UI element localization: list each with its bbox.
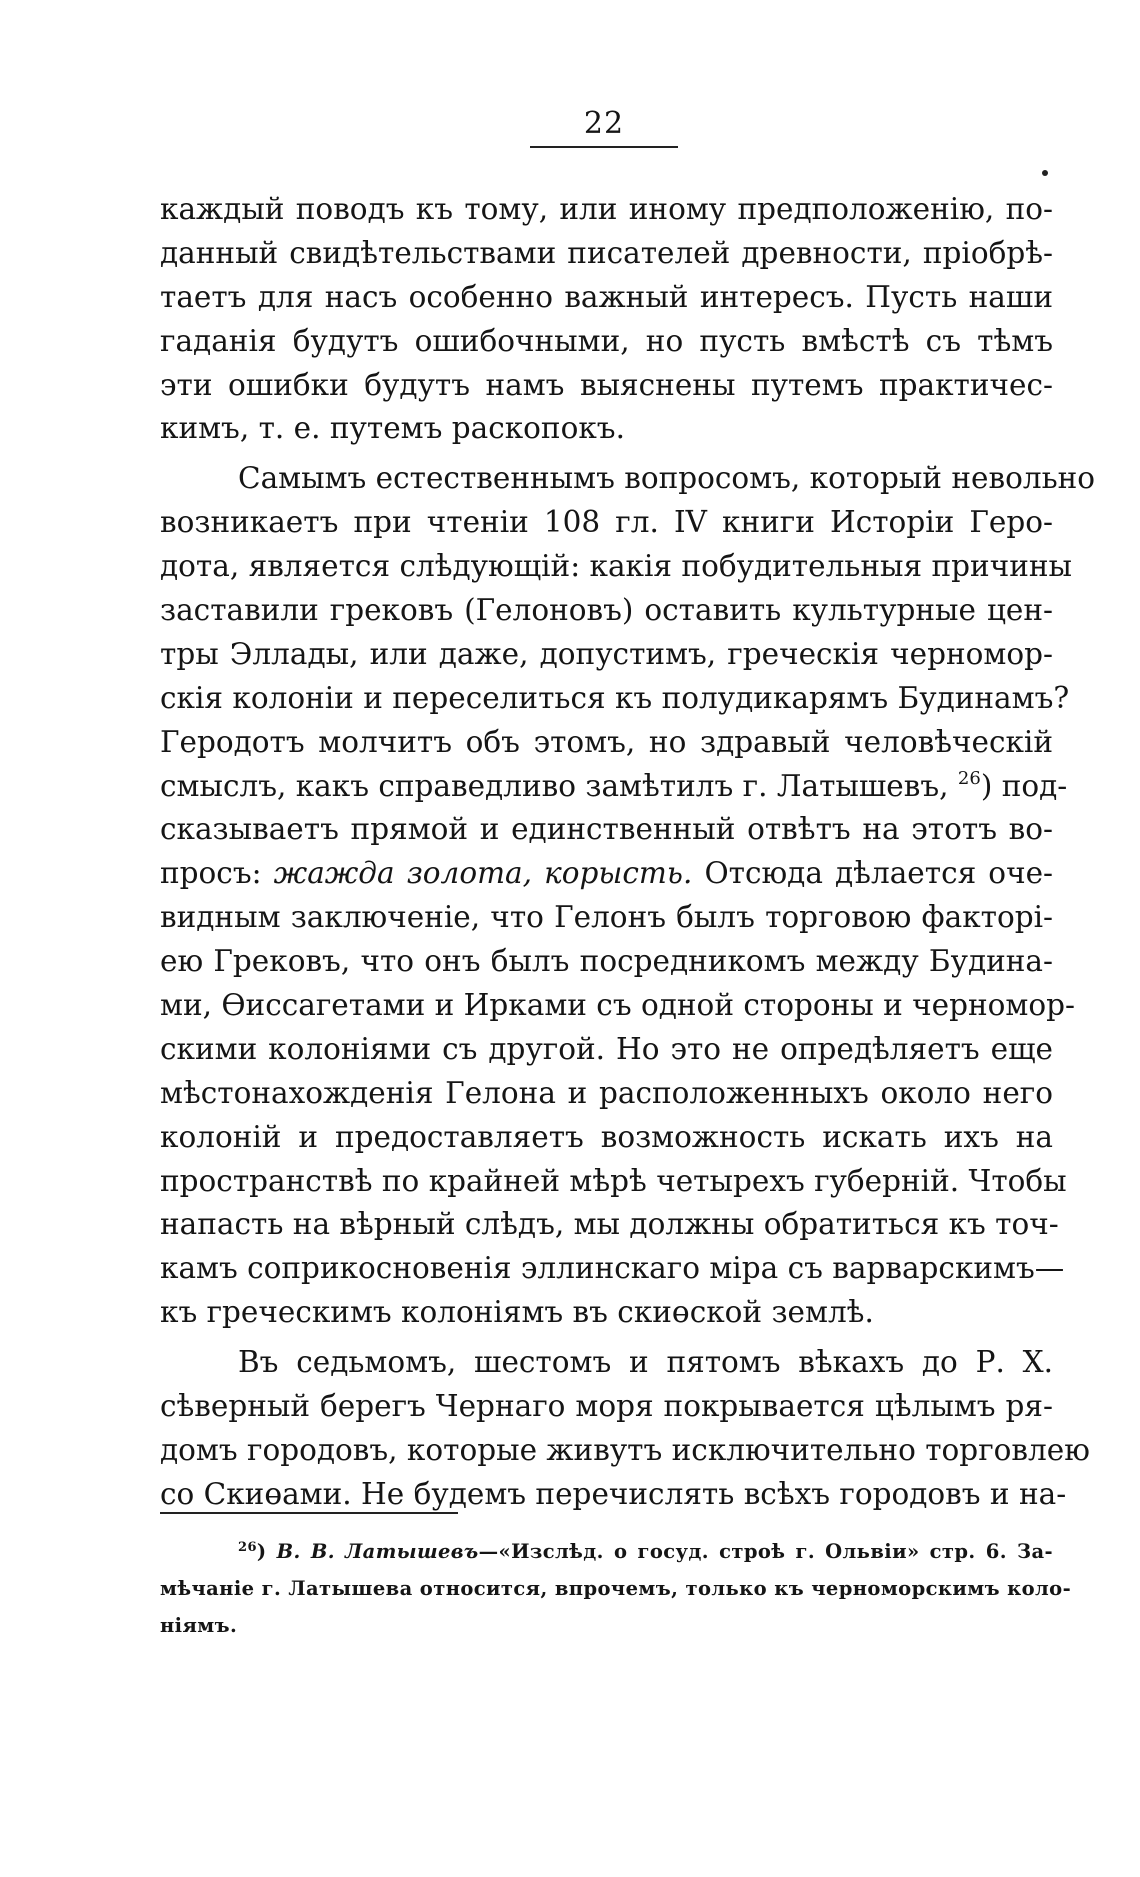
text-line: гаданія будутъ ошибочными, но пусть вмѣстѣ съ тѣмъ [160,323,1053,358]
footnote [160,1533,1072,1644]
text-line: сѣверный берегъ Чернаго моря покрывается цѣлымъ ря- [160,1389,1053,1424]
text-line: тры Эллады, или даже, допустимъ, греческія черномор- [160,636,1053,671]
footnote-line: мѣчаніе г. Латышева относится, впрочемъ, только къ черноморскимъ коло- [160,1577,1072,1600]
text-line: видным заключеніе, что Гелонъ былъ торговою факторі- [160,900,1053,935]
text-line: Въ седьмомъ, шестомъ и пятомъ вѣкахъ до Р. Х. [238,1345,1053,1380]
text-line: каждый поводъ къ тому, или иному предположенію, по- [160,192,1053,226]
text-line: скія колоніи и переселиться къ полудикарямъ Будинамъ? [160,680,1070,715]
text-line: ми, Өиссагетами и Ирками съ одной стороны и черномор- [160,988,1075,1023]
text-line: Самымъ естественнымъ вопросомъ, который невольно [238,461,1096,496]
line-text-end: Отсюда дѣлается оче- [692,856,1053,891]
ink-speck [1042,170,1048,176]
text-line: со Скиөами. Не будемъ перечислять всѣхъ городовъ и на- [160,1476,1067,1511]
text-line: къ греческимъ колоніямъ въ скиөской землѣ. [160,1295,874,1330]
footnote-marker-close: ) [256,1540,267,1563]
text-line: напасть на вѣрный слѣдъ, мы должны обратиться къ точ- [160,1207,1059,1242]
text-line: кимъ, т. е. путемъ раскопокъ. [160,411,625,446]
italic-phrase: жажда золота, корысть. [273,856,693,891]
footnote-citation: —«Изслѣд. о госуд. строѣ г. Ольвіи» стр. 6. За- [478,1540,1053,1563]
main-text [160,188,1096,1517]
page-number-rule [530,146,678,148]
text-line: ею Грековъ, что онъ былъ посредникомъ между Будина- [160,944,1053,979]
text-line: данный свидѣтельствами писателей древности, пріобрѣ- [160,235,1053,270]
text-line: дота, является слѣдующій: какія побудительныя причины [160,549,1073,584]
footnote-line [160,1533,1053,1570]
text-line: домъ городовъ, которые живутъ исключительно торговлею [160,1432,1090,1467]
text-line: мѣстонахожденія Гелона и расположенныхъ около него [160,1075,1053,1110]
footnote-line: ніямъ. [160,1614,238,1637]
text-line: сказываетъ прямой и единственный отвѣтъ на этотъ во- [160,812,1053,847]
footnote-ref: 26 [957,767,981,789]
text-line: заставили грековъ (Гелоновъ) оставить культурные цен- [160,593,1053,628]
text-line: эти ошибки будутъ намъ выяснены путемъ практичес- [160,367,1053,402]
footnote-marker: 26 [238,1540,257,1555]
text-line: возникаетъ при чтеніи 108 гл. IV книги Исторіи Геро- [160,505,1053,540]
line-text: смыслъ, какъ справедливо замѣтилъ г. Латышевъ, [160,768,949,803]
text-line-with-italic [160,852,1053,896]
text-line: скими колоніями съ другой. Но это не опредѣляетъ еще [160,1031,1053,1066]
text-line: Геродотъ молчитъ объ этомъ, но здравый человѣческій [160,724,1053,759]
text-line: колоній и предоставляетъ возможность искать ихъ на [160,1119,1053,1154]
text-line: таетъ для насъ особенно важный интересъ. Пусть наши [160,279,1053,314]
line-text: просъ: [160,856,262,891]
footnote-rule [160,1512,458,1514]
text-line: пространствѣ по крайней мѣрѣ четырехъ губерній. Чтобы [160,1163,1067,1198]
page-number: 22 [583,106,625,141]
footnote-author: В. В. Латышевъ [276,1540,479,1563]
text-line-with-footnote-ref [160,765,1068,809]
line-text-end: ) под- [980,768,1068,803]
text-line: камъ соприкосновенія эллинскаго міра съ варварскимъ— [160,1251,1065,1286]
